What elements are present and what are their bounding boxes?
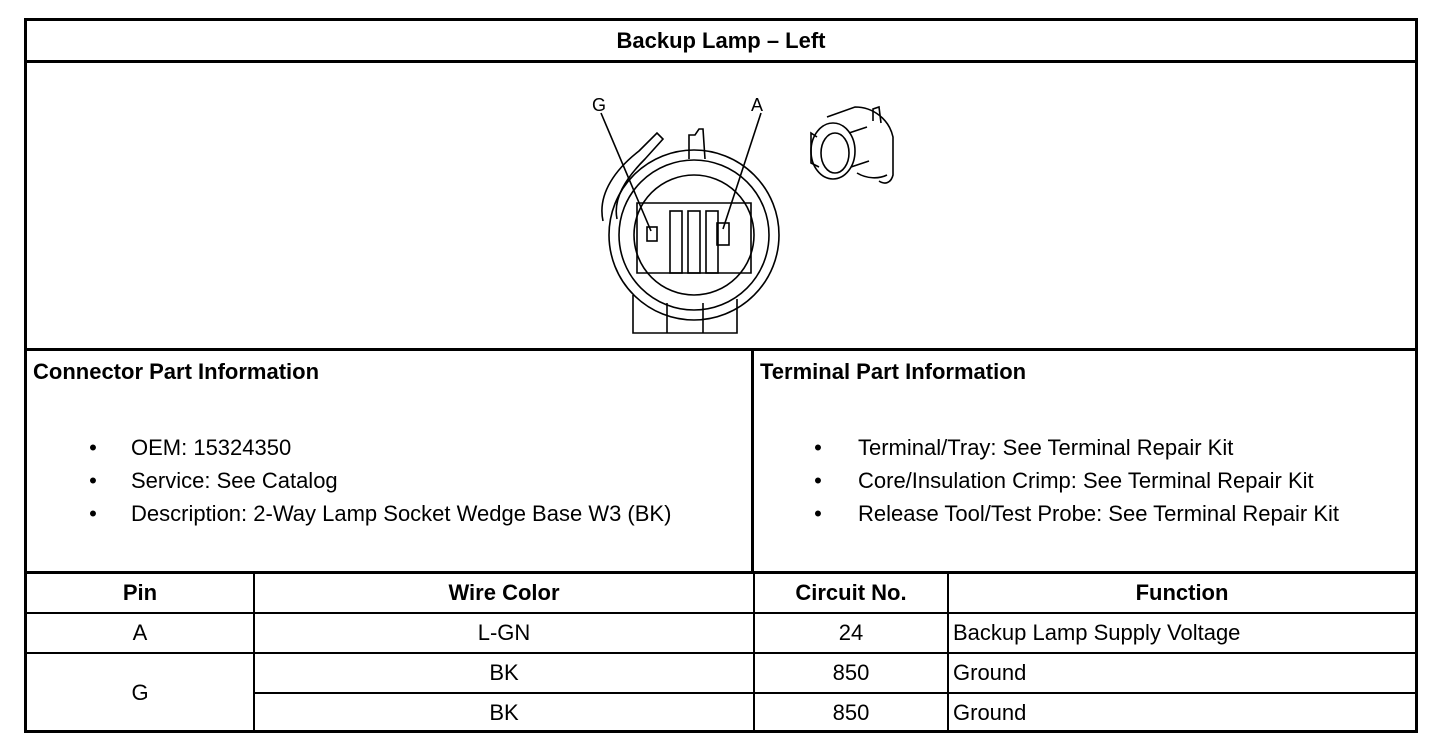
connector-info-list: [27, 431, 671, 530]
cell-function: Ground: [948, 693, 1415, 732]
cell-wire-color: BK: [254, 693, 754, 732]
cell-circuit: 850: [754, 693, 948, 732]
list-item: • Service: See Catalog: [27, 464, 671, 497]
bullet: •: [89, 501, 97, 526]
bullet: •: [814, 468, 822, 493]
terminal-info-list: [754, 431, 1339, 530]
connector-part-info: [27, 351, 754, 571]
connector-face-drawing: [27, 63, 1415, 348]
bullet: •: [814, 501, 822, 526]
bullet: •: [89, 435, 97, 460]
list-item: • OEM: 15324350: [27, 431, 671, 464]
header-circuit-no: Circuit No.: [754, 573, 948, 614]
list-item: • Core/Insulation Crimp: See Terminal Repair Kit: [754, 464, 1339, 497]
cell-function: Ground: [948, 653, 1415, 693]
bullet: •: [89, 468, 97, 493]
cell-wire-color: L-GN: [254, 613, 754, 653]
connector-sheet: [24, 18, 1418, 733]
header-wire-color: Wire Color: [254, 573, 754, 614]
terminal-info-heading: Terminal Part Information: [760, 359, 1027, 384]
terminal-part-info: [754, 351, 1418, 571]
cell-circuit: 850: [754, 653, 948, 693]
bullet: •: [814, 435, 822, 460]
list-item: • Release Tool/Test Probe: See Terminal Repair Kit: [754, 497, 1339, 530]
pinout-table: [27, 571, 1415, 733]
connector-diagram: [27, 63, 1415, 351]
cell-pin: G: [27, 653, 254, 732]
pin-label-g: G: [592, 95, 607, 115]
header-pin: Pin: [27, 573, 254, 614]
page-title: Backup Lamp – Left: [27, 21, 1415, 63]
table-row: [27, 613, 1415, 653]
table-row: [27, 653, 1415, 693]
cell-wire-color: BK: [254, 653, 754, 693]
list-item: • Description: 2-Way Lamp Socket Wedge Base W3 (BK): [27, 497, 671, 530]
connector-info-heading: Connector Part Information: [33, 359, 320, 384]
list-item: • Terminal/Tray: See Terminal Repair Kit: [754, 431, 1339, 464]
cell-circuit: 24: [754, 613, 948, 653]
cell-function: Backup Lamp Supply Voltage: [948, 613, 1415, 653]
table-header-row: [27, 573, 1415, 614]
header-function: Function: [948, 573, 1415, 614]
cell-pin: A: [27, 613, 254, 653]
pin-label-a: A: [751, 95, 764, 115]
